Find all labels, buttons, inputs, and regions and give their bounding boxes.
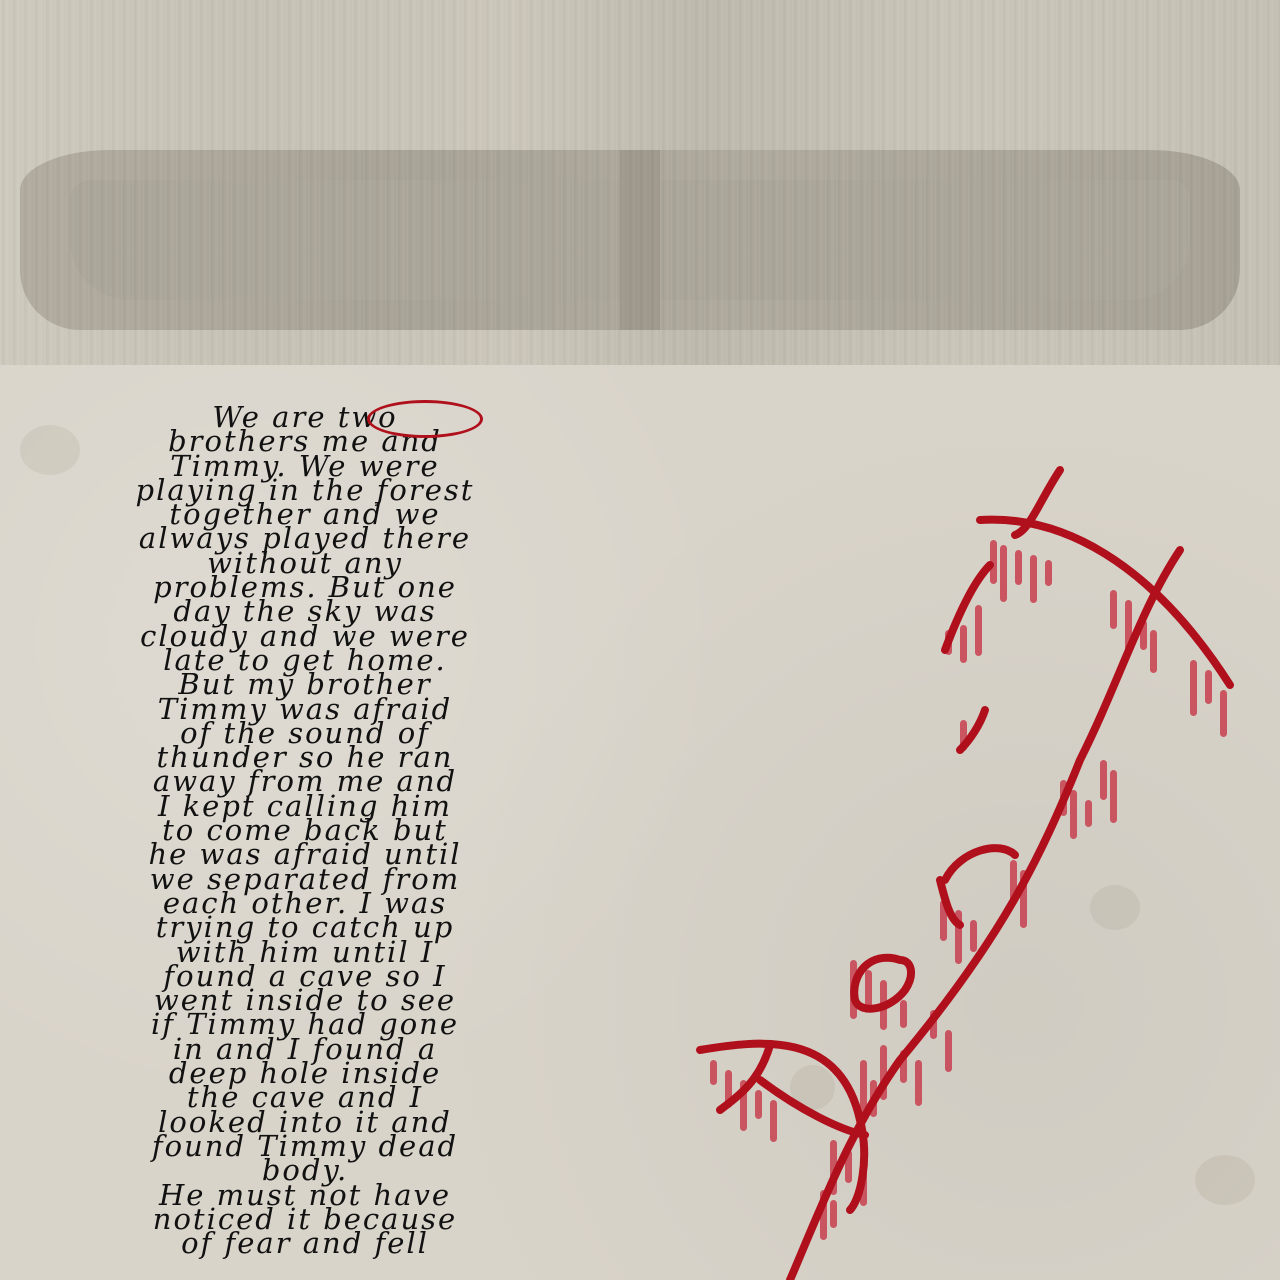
blood-drip <box>915 1060 922 1106</box>
blood-drip <box>1030 555 1037 603</box>
blood-drip <box>975 605 982 656</box>
letter-line: with him until I <box>175 934 435 969</box>
blood-drip <box>1190 660 1197 716</box>
letter-line: to come back but <box>162 813 448 848</box>
blood-drip <box>1100 760 1107 800</box>
blood-drip <box>1070 790 1077 839</box>
letter-line: thunder so he ran <box>156 740 454 775</box>
letter-line: I kept calling him <box>157 788 453 823</box>
letter-line: Timmy was afraid <box>157 691 453 726</box>
letter-line: each other. I was <box>162 885 448 920</box>
letter-line: found a cave so I <box>163 958 447 993</box>
blood-drip <box>1220 690 1227 737</box>
letter-line: playing in the forest <box>135 472 475 507</box>
letter-line: of the sound of <box>180 715 430 750</box>
letter-line: if Timmy had gone <box>150 1007 460 1042</box>
blood-drip <box>960 625 967 663</box>
letter-line: without any <box>207 545 403 580</box>
letter-line: together and we <box>169 497 441 532</box>
blood-drip <box>1205 670 1212 704</box>
blood-drip <box>1015 550 1022 585</box>
letter-line: late to get home. <box>163 642 447 677</box>
blood-drip <box>1000 545 1007 602</box>
blood-drip <box>900 1000 907 1028</box>
letter-line: looked into it and <box>158 1104 452 1139</box>
blood-letter-d <box>700 1044 865 1210</box>
blood-drip <box>710 1060 717 1085</box>
letter-line: cloudy and we were <box>140 618 470 653</box>
letter-line: He must not have <box>158 1177 452 1212</box>
blood-drip <box>1045 560 1052 586</box>
blood-drip <box>1110 590 1117 629</box>
blood-drip <box>945 1030 952 1072</box>
letter-line: always played there <box>138 521 472 556</box>
blood-drips <box>710 540 1227 1240</box>
letter-line: went inside to see <box>153 983 457 1018</box>
letter-line: day the sky was <box>173 594 437 629</box>
blood-drip <box>1150 630 1157 673</box>
blood-drip <box>865 970 872 1007</box>
blood-drip <box>755 1090 762 1119</box>
letter-line: we separated from <box>149 861 461 896</box>
blood-letters <box>700 470 1230 1280</box>
letter-line: of fear and fell <box>181 1226 429 1261</box>
letter-line: found Timmy dead <box>151 1128 459 1163</box>
letter-line: away from me and <box>152 764 458 799</box>
letter-line: he was afraid until <box>148 837 462 872</box>
letter-line: noticed it because <box>152 1201 458 1236</box>
letter-line: brothers me and <box>168 424 442 459</box>
letter-line: the cave and I <box>186 1080 424 1115</box>
blood-drip <box>1110 770 1117 823</box>
letter-line: Timmy. We were <box>170 448 440 483</box>
blood-drip <box>1085 800 1092 827</box>
letter-line: problems. But one <box>153 570 457 605</box>
letter-line: body. <box>261 1153 349 1188</box>
blood-drip <box>830 1200 837 1228</box>
blood-drip <box>970 920 977 952</box>
letter-line: in and I found a <box>172 1031 438 1066</box>
letter-line: But my brother <box>178 667 432 702</box>
letter-line: We are two <box>212 400 398 434</box>
letter-line: deep hole inside <box>168 1056 442 1091</box>
letter-line: trying to catch up <box>155 910 455 945</box>
blood-drip <box>770 1100 777 1142</box>
